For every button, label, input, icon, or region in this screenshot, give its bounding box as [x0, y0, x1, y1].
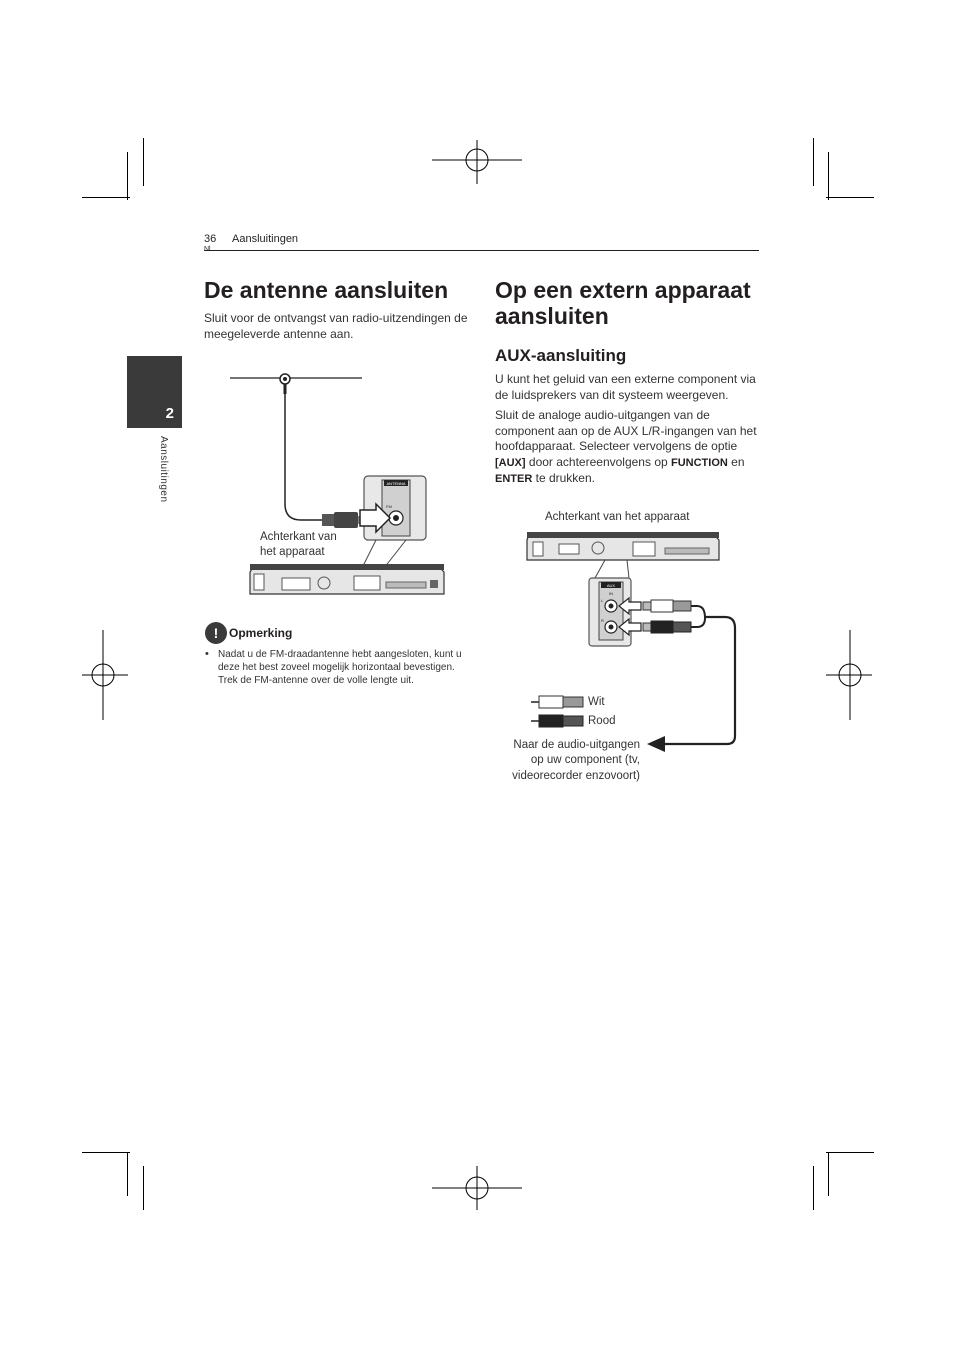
note-title: Opmerking [229, 626, 293, 640]
antenna-panel-sublabel: FM [386, 504, 392, 509]
antenna-diagram-label-line2: het apparaat [260, 546, 325, 558]
crop-mark [828, 1152, 829, 1196]
registration-mark [432, 140, 522, 184]
aux-diagram-label: Achterkant van het apparaat [545, 511, 690, 523]
section-title-external-line1: Op een extern apparaat [495, 277, 751, 303]
crop-mark [828, 152, 829, 200]
section-title-antenna: De antenne aansluiten [204, 277, 449, 303]
crop-mark [143, 1166, 144, 1210]
destination-line2: op uw component (tv, [530, 754, 640, 766]
antenna-diagram [226, 368, 448, 600]
crop-mark [813, 1166, 814, 1210]
crop-mark [826, 1152, 874, 1153]
subsection-title-aux: AUX-aansluiting [495, 346, 627, 365]
crop-mark [143, 138, 144, 186]
page-number: 36 [204, 233, 217, 245]
crop-mark [127, 152, 128, 200]
aux-diagram [525, 528, 745, 760]
legend-red-plug [531, 715, 583, 727]
note-text: Nadat u de FM-draadantenne hebt aangesloten, kunt u deze het best zoveel mogelijk horizontaal bevestigen. Trek de FM-antenne over de volle lengte uit. [218, 649, 462, 686]
legend-white-plug [531, 696, 583, 708]
chapter-number: 2 [165, 405, 174, 422]
aux-panel-left: L [601, 598, 604, 603]
registration-mark [82, 630, 128, 720]
header-rule [204, 250, 759, 251]
legend-red-label: Rood [588, 715, 616, 727]
destination-line3: videorecorder enzovoort) [512, 770, 640, 782]
aux-paragraph-1: U kunt het geluid van een externe component via de luidsprekers van dit systeem weergeven. [495, 372, 756, 402]
running-header: Aansluitingen [232, 233, 299, 245]
legend-white-label: Wit [588, 696, 605, 708]
note-bullet-icon: • [205, 648, 209, 660]
aux-panel-label: AUX [606, 583, 616, 588]
registration-mark [432, 1166, 522, 1210]
antenna-intro: Sluit voor de ontvangst van radio-uitzendingen de meegeleverde antenne aan. [204, 311, 468, 341]
aux-panel-right: R [601, 618, 604, 623]
crop-mark [813, 138, 814, 186]
antenna-panel-label: ANTENNA [386, 481, 406, 486]
antenna-diagram-label-line1: Achterkant van [260, 531, 337, 543]
destination-line1: Naar de audio-uitgangen [513, 739, 640, 751]
note-icon: ! [205, 622, 227, 644]
crop-mark [826, 197, 874, 198]
aux-paragraph-2: Sluit de analoge audio-uitgangen van de component aan op de AUX L/R-ingangen van het hoofdapparaat. Selecteer vervolgens de optie [AUX] door achtereenvolgens op FUNCTION en ENTER te drukken. [495, 408, 757, 485]
registration-mark [826, 630, 872, 720]
chapter-label: Aansluitingen [158, 436, 169, 503]
crop-mark [127, 1152, 128, 1196]
crop-mark [82, 1152, 130, 1153]
aux-panel-sublabel: IN [609, 591, 613, 596]
crop-mark [82, 197, 130, 198]
section-title-external-line2: aansluiten [495, 303, 609, 329]
